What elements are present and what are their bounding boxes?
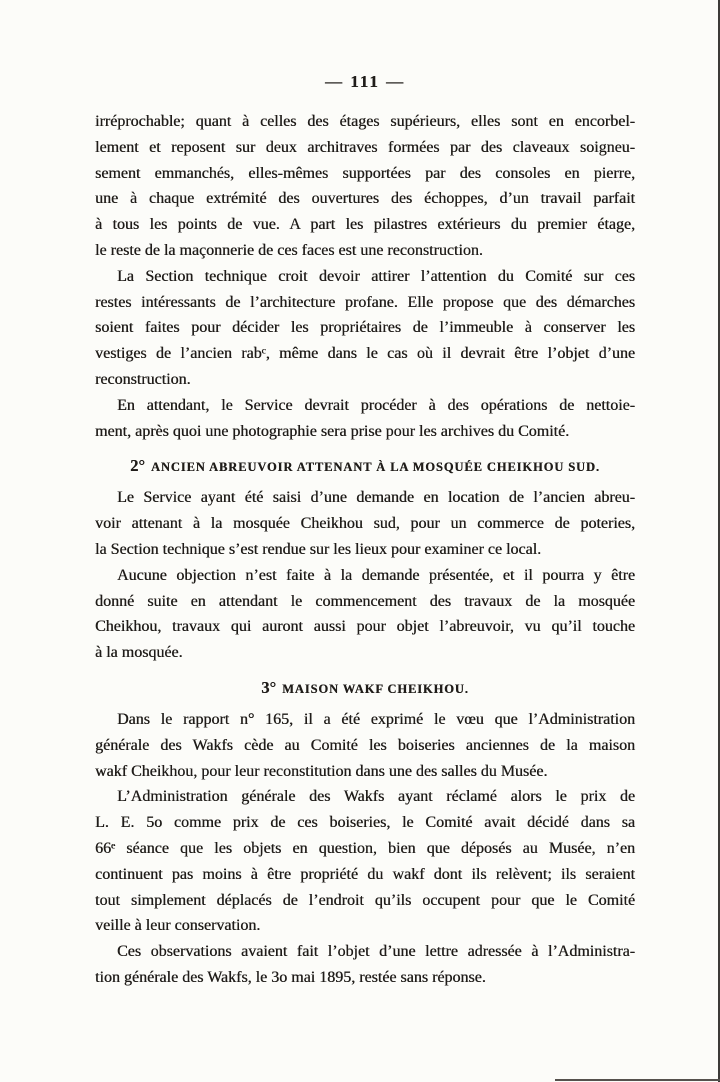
section-heading-number: 3° [261, 677, 277, 697]
text-line: générale des Wakfs cède au Comité les boiseries anciennes de la maison [95, 736, 635, 754]
text-line: une à chaque extrémité des ouvertures des échoppes, d’un travail parfait [95, 190, 635, 208]
page-number: — 111 — [324, 72, 406, 91]
text-line: wakf Cheikhou, pour leur reconstitution dans une des salles du Musée. [95, 762, 548, 780]
paragraph [95, 939, 635, 991]
text-line: veille à leur conservation. [95, 917, 261, 935]
paragraph [95, 485, 635, 562]
text-line: Aucune objection n’est faite à la demande présentée, et il pourra y être [117, 566, 635, 584]
text-line: L. E. 5o comme prix de ces boiseries, le Comité avait décidé dans sa [95, 814, 635, 832]
text-line: continuent pas moins à être propriété du wakf dont ils relèvent; ils seraient [95, 865, 635, 883]
text-line: à la mosquée. [95, 644, 183, 662]
text-line: 66ᵉ séance que les objets en question, bien que déposés au Musée, n’en [95, 839, 635, 857]
text-line: le reste de la maçonnerie de ces faces est une reconstruction. [95, 241, 483, 259]
text-line: sement emmanchés, elles-mêmes supportées par des consoles en pierre, [95, 164, 635, 182]
text-line: voir attenant à la mosquée Cheikhou sud, pour un commerce de poteries, [95, 515, 635, 533]
text-line: soient faites pour décider les propriétaires de l’immeuble à conserver les [95, 319, 635, 337]
text-line: irréprochable; quant à celles des étages supérieurs, elles sont en encorbel- [95, 113, 635, 130]
paragraph [95, 264, 635, 393]
scan-edge-bottom [555, 1079, 720, 1081]
paragraph [95, 563, 635, 666]
section-heading [95, 456, 635, 476]
text-line: lement et reposent sur deux architraves formées par des claveaux soigneu- [95, 138, 635, 156]
text-line: Ces observations avaient fait l’objet d’une lettre adressée à l’Administra- [117, 943, 635, 961]
paragraph [95, 784, 635, 939]
page-content [95, 109, 635, 991]
section-heading [95, 678, 635, 698]
text-line: tout simplement déplacés de l’endroit qu’ils occupent pour que le Comité [95, 891, 635, 909]
text-line: Cheikhou, travaux qui auront aussi pour objet l’abreuvoir, vu qu’il touche [95, 618, 635, 636]
text-line: tion générale des Wakfs, le 3o mai 1895, restée sans réponse. [95, 968, 486, 986]
paragraph [95, 707, 635, 784]
paragraph [95, 393, 635, 445]
text-line: reconstruction. [95, 370, 191, 388]
section-heading-title: ANCIEN ABREUVOIR ATTENANT À LA MOSQUÉE CHEIKHOU SUD. [150, 460, 600, 475]
text-line: L’Administration générale des Wakfs ayant réclamé alors le prix de [117, 788, 635, 806]
text-line: Le Service ayant été saisi d’une demande en location de l’ancien abreu- [117, 489, 635, 507]
text-line: La Section technique croit devoir attirer l’attention du Comité sur ces [117, 267, 635, 285]
text-line: la Section technique s’est rendue sur les lieux pour examiner ce local. [95, 540, 542, 558]
text-line: à tous les points de vue. A part les pilastres extérieurs du premier étage, [95, 216, 635, 234]
text-line: vestiges de l’ancien rabᶜ, même dans le cas où il devrait être l’objet d’une [95, 345, 635, 363]
section-heading-title: MAISON WAKF CHEIKHOU. [282, 681, 469, 696]
text-line: restes intéressants de l’architecture profane. Elle propose que des démarches [95, 293, 635, 311]
text-line: ment, après quoi une photographie sera prise pour les archives du Comité. [95, 422, 570, 440]
paragraph [95, 109, 635, 264]
section-heading-number: 2° [130, 456, 145, 476]
text-line: donné suite en attendant le commencement des travaux de la mosquée [95, 592, 635, 610]
text-line: En attendant, le Service devrait procéder à des opérations de nettoie- [117, 396, 635, 414]
text-line: Dans le rapport n° 165, il a été exprimé le vœu que l’Administration [117, 710, 635, 728]
